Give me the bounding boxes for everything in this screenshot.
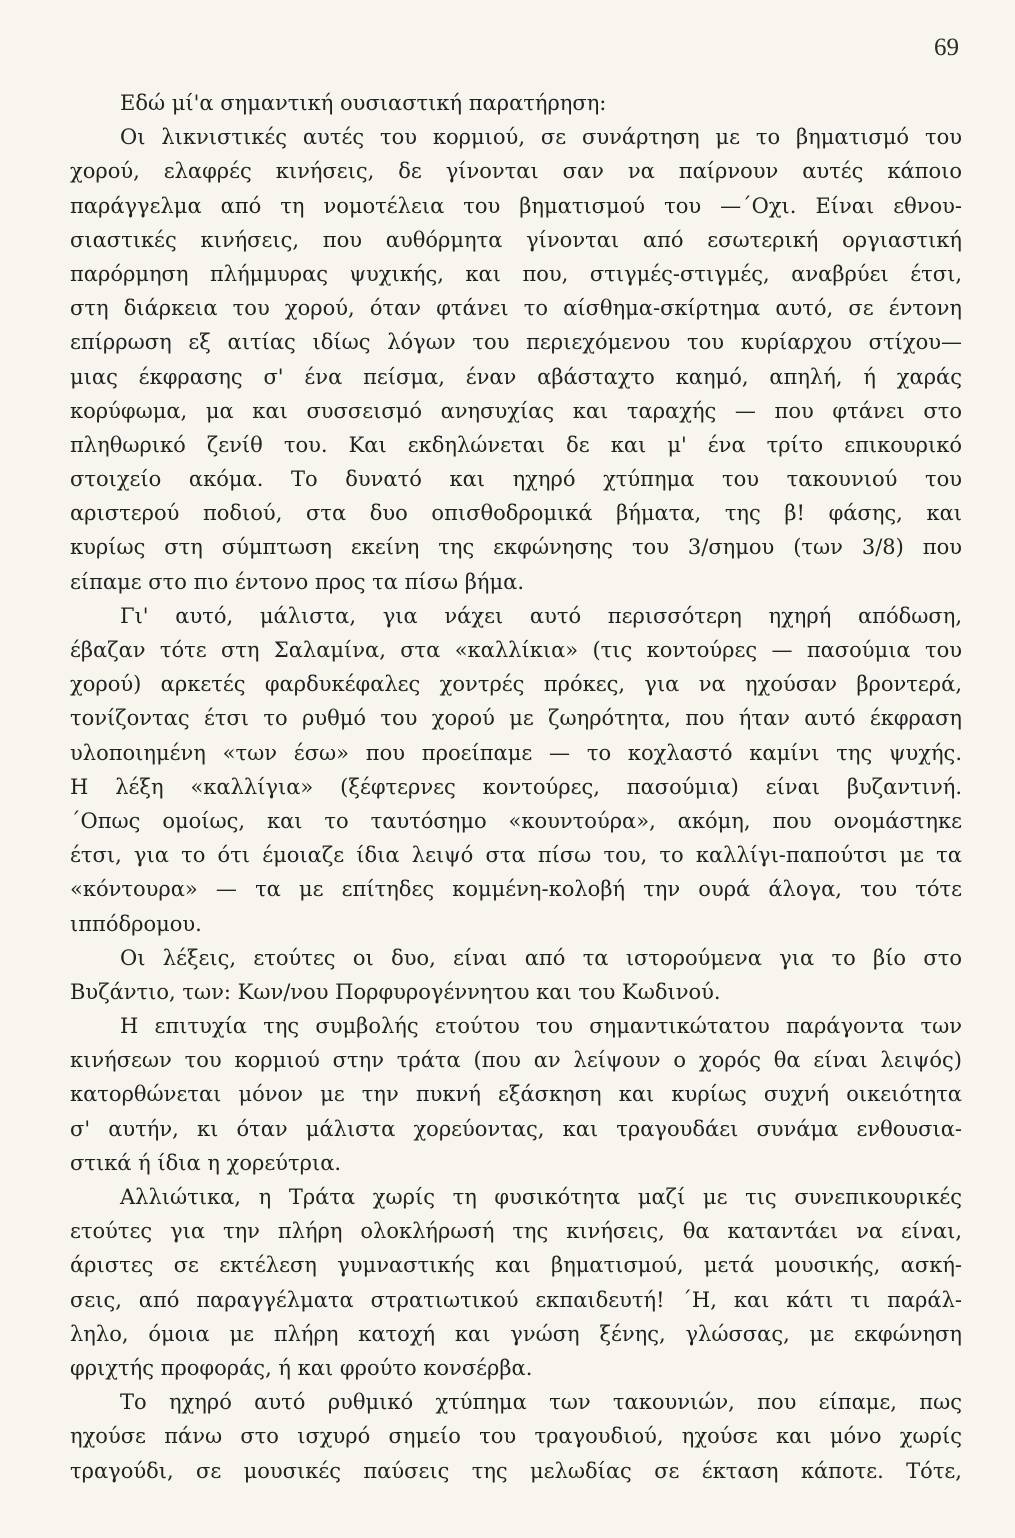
text-line: αριστερού ποδιού, στα δυο οπισθοδρομικά βήματα, της β! φάσης, και bbox=[70, 501, 962, 526]
body-text bbox=[70, 86, 962, 1488]
text-line: στικά ή ίδια η χορεύτρια. bbox=[70, 1150, 342, 1175]
text-line: έτσι, για το ότι έμοιαζε ίδια λειψό στα πίσω του, το καλλίγι-παπούτσι με τα bbox=[70, 843, 962, 868]
text-line: Εδώ μί'α σημαντική ουσιαστική παρατήρηση: bbox=[120, 91, 607, 115]
text-line: μιας έκφρασης σ' ένα πείσμα, έναν αβάσταχτο καημό, απηλή, ή χαράς bbox=[70, 364, 962, 389]
text-line: στοιχείο ακόμα. Το δυνατό και ηχηρό χτύπημα του τακουνιού του bbox=[70, 467, 962, 492]
text-line: Γι' αυτό, μάλιστα, για νάχει αυτό περισσότερη ηχηρή απόδωση, bbox=[120, 603, 962, 628]
text-line: Οι λικνιστικές αυτές του κορμιού, σε συνάρτηση με το βηματισμό του bbox=[120, 125, 962, 150]
text-line: χορού) αρκετές φαρδυκέφαλες χοντρές πρόκες, για να ηχούσαν βροντερά, bbox=[70, 672, 962, 697]
paragraph bbox=[70, 1009, 962, 1180]
text-line: κατορθώνεται μόνον με την πυκνή εξάσκηση και κυρίως συχνή οικειότητα bbox=[70, 1082, 962, 1107]
paragraph bbox=[70, 120, 962, 599]
text-line: υλοποιημένη «των έσω» που προείπαμε — το κοχλαστό καμίνι της ψυχής. bbox=[70, 740, 962, 765]
text-line: κυρίως στη σύμπτωση εκείνη της εκφώνησης του 3/σημου (των 3/8) που bbox=[70, 535, 962, 560]
text-line: κινήσεων του κορμιού στην τράτα (που αν λείψουν ο χορός θα είναι λειψός) bbox=[70, 1048, 962, 1073]
text-line: ληλο, όμοια με πλήρη κατοχή και γνώση ξένης, γλώσσας, με εκφώνηση bbox=[70, 1321, 962, 1346]
text-line: κορύφωμα, μα και συσσεισμό ανησυχίας και ταραχής — που φτάνει στο bbox=[70, 398, 962, 423]
text-line: τονίζοντας έτσι το ρυθμό του χορού με ζωηρότητα, που ήταν αυτό έκφραση bbox=[70, 706, 962, 731]
text-line: χορού, ελαφρές κινήσεις, δε γίνονται σαν να παίρνουν αυτές κάποιο bbox=[70, 159, 962, 184]
paragraph bbox=[70, 1180, 962, 1385]
paragraph bbox=[70, 1385, 962, 1488]
text-line: «κόντουρα» — τα με επίτηδες κομμένη-κολοβή την ουρά άλογα, του τότε bbox=[70, 877, 962, 902]
text-line: σ' αυτήν, κι όταν μάλιστα χορεύοντας, και τραγουδάει συνάμα ενθουσια- bbox=[70, 1116, 962, 1141]
text-line: ΄Οπως ομοίως, και το ταυτόσημο «κουντούρα», ακόμη, που ονομάστηκε bbox=[70, 808, 962, 833]
text-line: επίρρωση εξ αιτίας ιδίως λόγων του περιεχόμενου του κυρίαρχου στίχου— bbox=[70, 330, 962, 355]
text-line: έβαζαν τότε στη Σαλαμίνα, στα «καλλίκια» (τις κοντούρες — πασούμια του bbox=[70, 638, 962, 662]
text-line: στη διάρκεια του χορού, όταν φτάνει το αίσθημα-σκίρτημα αυτό, σε έντονη bbox=[70, 296, 962, 321]
page-number: 69 bbox=[934, 34, 959, 61]
text-line: παρόρμηση πλήμμυρας ψυχικής, και που, στιγμές-στιγμές, αναβρύει έτσι, bbox=[70, 261, 962, 286]
text-line: Αλλιώτικα, η Τράτα χωρίς τη φυσικότητα μαζί με τις συνεπικουρικές bbox=[120, 1185, 962, 1209]
text-line: ηχούσε πάνω στο ισχυρό σημείο του τραγουδιού, ηχούσε και μόνο χωρίς bbox=[70, 1424, 962, 1449]
text-line: άριστες σε εκτέλεση γυμναστικής και βηματισμού, μετά μουσικής, ασκή- bbox=[70, 1253, 962, 1278]
text-line: Η λέξη «καλλίγια» (ξέφτερνες κοντούρες, πασούμια) είναι βυζαντινή. bbox=[70, 774, 962, 799]
text-line: σεις, από παραγγέλματα στρατιωτικού εκπαιδευτή! ΄Η, και κάτι τι παράλ- bbox=[70, 1287, 962, 1312]
paragraph bbox=[70, 941, 962, 1009]
text-line: Οι λέξεις, ετούτες οι δυο, είναι από τα ιστορούμενα για το βίο στο bbox=[120, 945, 962, 970]
paragraph bbox=[70, 86, 962, 120]
text-line: παράγγελμα από τη νομοτέλεια του βηματισμού του —΄Οχι. Είναι εθνου- bbox=[70, 193, 962, 218]
text-line: είπαμε στο πιο έντονο προς τα πίσω βήμα. bbox=[70, 569, 525, 594]
text-line: σιαστικές κινήσεις, που αυθόρμητα γίνονται από εσωτερική οργιαστική bbox=[70, 227, 962, 252]
text-line: φριχτής προφοράς, ή και φρούτο κονσέρβα. bbox=[70, 1355, 533, 1380]
text-line: ιππόδρομου. bbox=[70, 911, 202, 936]
text-line: Βυζάντιο, των: Κων/νου Πορφυρογέννητου και του Κωδινού. bbox=[70, 979, 721, 1004]
paragraph bbox=[70, 599, 962, 941]
text-line: Το ηχηρό αυτό ρυθμικό χτύπημα των τακουνιών, που είπαμε, πως bbox=[120, 1390, 962, 1415]
text-line: Η επιτυχία της συμβολής ετούτου του σημαντικώτατου παράγοντα των bbox=[120, 1014, 962, 1039]
text-line: πληθωρικό ζενίθ του. Και εκδηλώνεται δε και μ' ένα τρίτο επικουρικό bbox=[70, 432, 962, 457]
text-line: ετούτες για την πλήρη ολοκλήρωσή της κινήσεις, θα καταντάει να είναι, bbox=[70, 1219, 962, 1244]
text-line: τραγούδι, σε μουσικές παύσεις της μελωδίας σε έκταση κάποτε. Τότε, bbox=[70, 1458, 962, 1483]
